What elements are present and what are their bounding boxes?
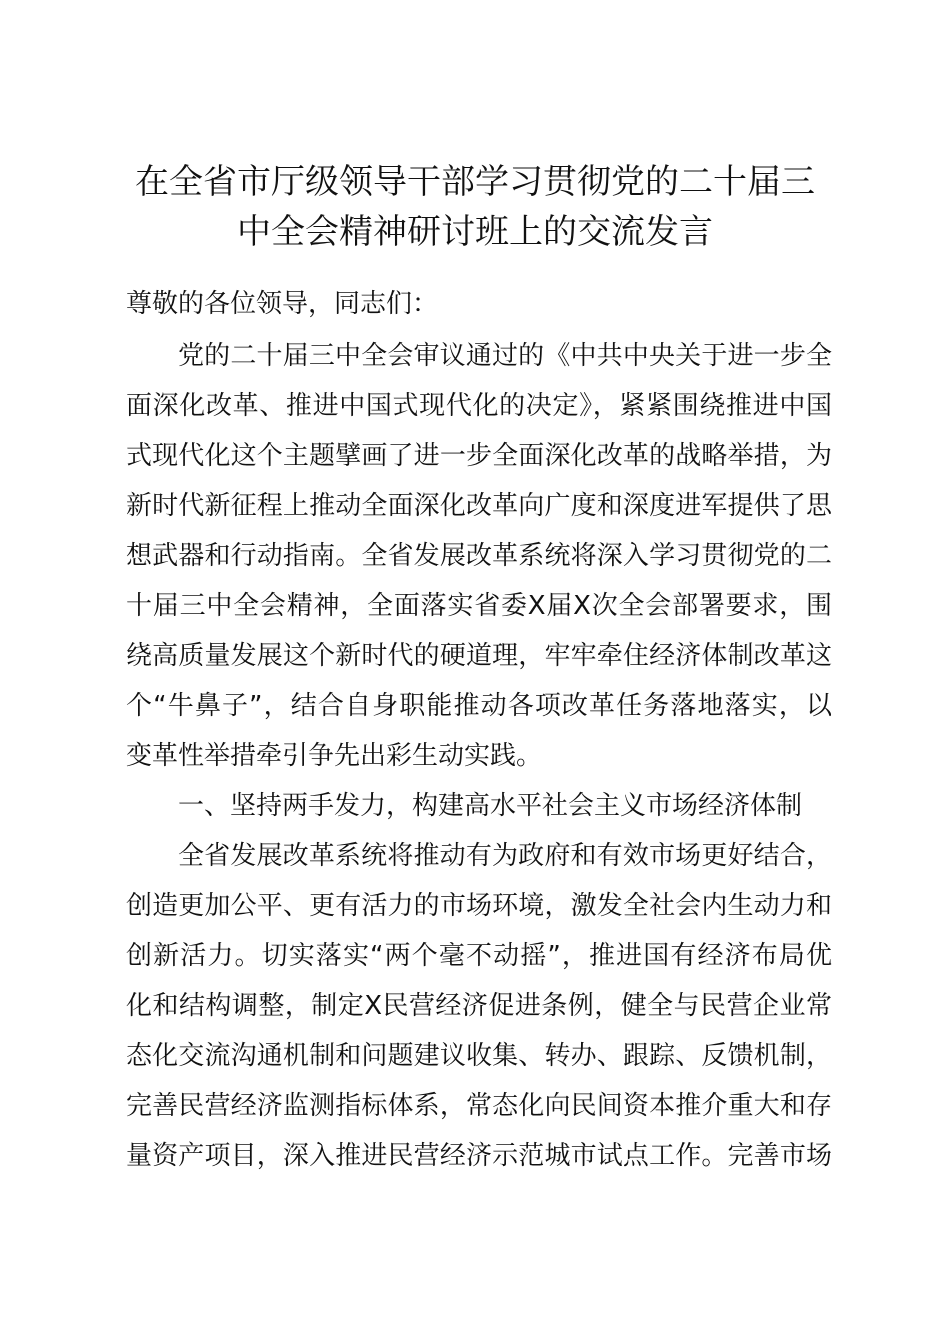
paragraph-line: 新时代新征程上推动全面深化改革向广度和深度进军提供了思: [126, 491, 832, 521]
document-title-line-2: 中全会精神研讨班上的交流发言: [237, 212, 713, 252]
paragraph-line: 创造更加公平、更有活力的市场环境，激发全社会内生动力和: [126, 891, 832, 921]
salutation: 尊敬的各位领导，同志们：: [126, 289, 439, 319]
paragraph-line: 式现代化这个主题擘画了进一步全面深化改革的战略举措，为: [126, 441, 832, 471]
section-heading: 一、坚持两手发力，构建高水平社会主义市场经济体制: [178, 791, 803, 821]
document-title-line-1: 在全省市厅级领导干部学习贯彻党的二十届三: [135, 162, 815, 202]
paragraph-line: 十届三中全会精神，全面落实省委X届X次全会部署要求，围: [126, 591, 832, 621]
paragraph-line: 量资产项目，深入推进民营经济示范城市试点工作。完善市场: [126, 1141, 832, 1171]
paragraph-line: 个“牛鼻子”，结合自身职能推动各项改革任务落地落实，以: [126, 691, 832, 721]
paragraph-line: 完善民营经济监测指标体系，常态化向民间资本推介重大和存: [126, 1091, 832, 1121]
paragraph-line: 化和结构调整，制定X民营经济促进条例，健全与民营企业常: [126, 991, 832, 1021]
paragraph-line: 想武器和行动指南。全省发展改革系统将深入学习贯彻党的二: [126, 541, 832, 571]
paragraph-line: 绕高质量发展这个新时代的硬道理，牢牢牵住经济体制改革这: [126, 641, 832, 671]
paragraph-line: 变革性举措牵引争先出彩生动实践。: [126, 741, 543, 771]
paragraph-line: 态化交流沟通机制和问题建议收集、转办、跟踪、反馈机制，: [126, 1041, 832, 1071]
paragraph-line: 党的二十届三中全会审议通过的《中共中央关于进一步全: [178, 341, 832, 371]
paragraph-line: 全省发展改革系统将推动有为政府和有效市场更好结合，: [178, 841, 832, 871]
paragraph-line: 面深化改革、推进中国式现代化的决定》，紧紧围绕推进中国: [126, 391, 832, 421]
paragraph-line: 创新活力。切实落实“两个毫不动摇”，推进国有经济布局优: [126, 941, 832, 971]
